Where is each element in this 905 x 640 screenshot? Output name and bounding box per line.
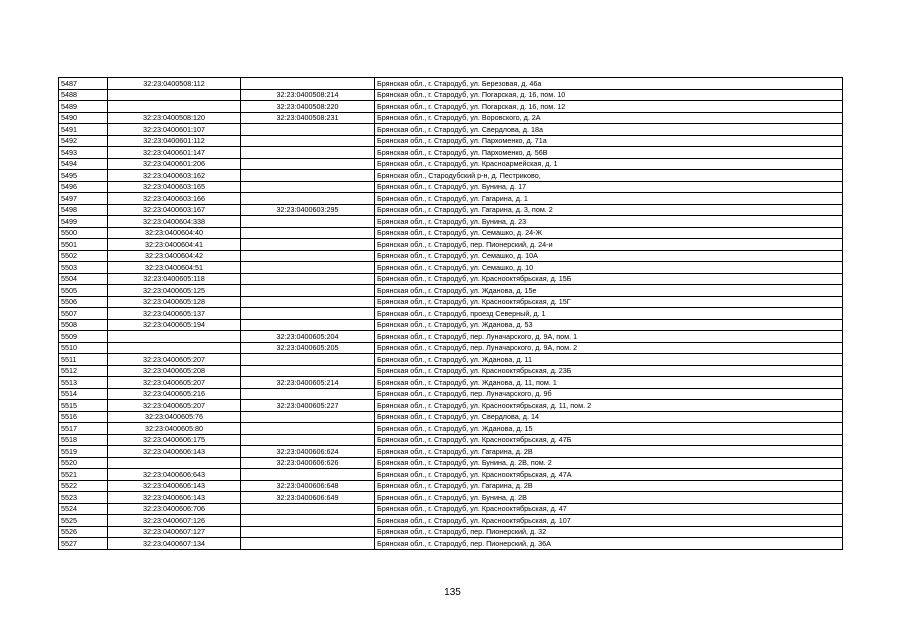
- premises-cadastral-number-cell: [241, 216, 375, 228]
- address-cell: Брянская обл., г. Стародуб, ул. Погарская, д. 16, пом. 10: [375, 89, 843, 101]
- address-cell: Брянская обл., г. Стародуб, ул. Свердлова, д. 18а: [375, 124, 843, 136]
- row-number-cell: 5508: [59, 319, 108, 331]
- table-row: [59, 365, 843, 377]
- premises-cadastral-number-cell: [241, 285, 375, 297]
- address-cell: Брянская обл., г. Стародуб, ул. Семашко, д. 10А: [375, 250, 843, 262]
- row-number-cell: 5509: [59, 331, 108, 343]
- cadastral-number-cell: 32:23:0400605:137: [108, 308, 241, 320]
- row-number-cell: 5521: [59, 469, 108, 481]
- table-row: [59, 308, 843, 320]
- table-row: [59, 135, 843, 147]
- premises-cadastral-number-cell: [241, 388, 375, 400]
- row-number-cell: 5516: [59, 411, 108, 423]
- table-row: [59, 492, 843, 504]
- cadastral-number-cell: 32:23:0400604:40: [108, 227, 241, 239]
- cadastral-number-cell: 32:23:0400605:118: [108, 273, 241, 285]
- address-cell: Брянская обл., г. Стародуб, ул. Бунина, д. 2В, пом. 2: [375, 457, 843, 469]
- row-number-cell: 5518: [59, 434, 108, 446]
- cadastral-number-cell: 32:23:0400605:207: [108, 400, 241, 412]
- row-number-cell: 5526: [59, 526, 108, 538]
- address-cell: Брянская обл., г. Стародуб, ул. Пархоменко, д. 56В: [375, 147, 843, 159]
- premises-cadastral-number-cell: 32:23:0400605:204: [241, 331, 375, 343]
- address-cell: Брянская обл., г. Стародуб, ул. Краснооктябрьская, д. 47А: [375, 469, 843, 481]
- table-row: [59, 377, 843, 389]
- table-row: [59, 112, 843, 124]
- premises-cadastral-number-cell: [241, 434, 375, 446]
- address-cell: Брянская обл., г. Стародуб, ул. Семашко, д. 24-Ж: [375, 227, 843, 239]
- table-row: [59, 204, 843, 216]
- cadastral-number-cell: 32:23:0400607:126: [108, 515, 241, 527]
- table-row: [59, 538, 843, 550]
- cadastral-number-cell: 32:23:0400607:127: [108, 526, 241, 538]
- address-cell: Брянская обл., г. Стародуб, ул. Жданова, д. 15е: [375, 285, 843, 297]
- address-cell: Брянская обл., г. Стародуб, ул. Гагарина, д. 3, пом. 2: [375, 204, 843, 216]
- address-cell: Брянская обл., г. Стародуб, ул. Краснооктябрьская, д. 23Б: [375, 365, 843, 377]
- table-row: [59, 227, 843, 239]
- table-row: [59, 250, 843, 262]
- row-number-cell: 5491: [59, 124, 108, 136]
- table-row: [59, 434, 843, 446]
- cadastral-number-cell: 32:23:0400604:338: [108, 216, 241, 228]
- address-cell: Брянская обл., Стародубский р-н, д. Пестриково,: [375, 170, 843, 182]
- table-row: [59, 342, 843, 354]
- address-cell: Брянская обл., г. Стародуб, ул. Гагарина, д. 2В: [375, 480, 843, 492]
- table-row: [59, 526, 843, 538]
- row-number-cell: 5519: [59, 446, 108, 458]
- cadastral-number-cell: 32:23:0400607:134: [108, 538, 241, 550]
- premises-cadastral-number-cell: [241, 538, 375, 550]
- address-cell: Брянская обл., г. Стародуб, пер. Пионерский, д. 36А: [375, 538, 843, 550]
- premises-cadastral-number-cell: 32:23:0400508:231: [241, 112, 375, 124]
- premises-cadastral-number-cell: [241, 469, 375, 481]
- table-row: [59, 147, 843, 159]
- table-row: [59, 515, 843, 527]
- address-cell: Брянская обл., г. Стародуб, пер. Пионерский, д. 24-и: [375, 239, 843, 251]
- table-row: [59, 262, 843, 274]
- row-number-cell: 5489: [59, 101, 108, 113]
- premises-cadastral-number-cell: [241, 526, 375, 538]
- row-number-cell: 5502: [59, 250, 108, 262]
- table-row: [59, 181, 843, 193]
- address-cell: Брянская обл., г. Стародуб, ул. Гагарина, д. 2В: [375, 446, 843, 458]
- cadastral-number-cell: [108, 342, 241, 354]
- row-number-cell: 5524: [59, 503, 108, 515]
- address-cell: Брянская обл., г. Стародуб, пер. Луначарского, д. 9А, пом. 2: [375, 342, 843, 354]
- row-number-cell: 5497: [59, 193, 108, 205]
- premises-cadastral-number-cell: 32:23:0400606:648: [241, 480, 375, 492]
- address-cell: Брянская обл., г. Стародуб, ул. Пархоменко, д. 71а: [375, 135, 843, 147]
- row-number-cell: 5501: [59, 239, 108, 251]
- address-cell: Брянская обл., г. Стародуб, ул. Жданова, д. 15: [375, 423, 843, 435]
- cadastral-number-cell: 32:23:0400604:51: [108, 262, 241, 274]
- row-number-cell: 5525: [59, 515, 108, 527]
- premises-cadastral-number-cell: 32:23:0400606:649: [241, 492, 375, 504]
- cadastral-number-cell: 32:23:0400601:147: [108, 147, 241, 159]
- premises-cadastral-number-cell: [241, 239, 375, 251]
- premises-cadastral-number-cell: [241, 503, 375, 515]
- address-cell: Брянская обл., г. Стародуб, ул. Воровского, д. 2А: [375, 112, 843, 124]
- table-row: [59, 239, 843, 251]
- cadastral-number-cell: 32:23:0400606:143: [108, 446, 241, 458]
- cadastral-number-cell: 32:23:0400606:643: [108, 469, 241, 481]
- cadastral-number-cell: 32:23:0400605:76: [108, 411, 241, 423]
- premises-cadastral-number-cell: 32:23:0400606:624: [241, 446, 375, 458]
- row-number-cell: 5513: [59, 377, 108, 389]
- premises-cadastral-number-cell: 32:23:0400508:220: [241, 101, 375, 113]
- table-row: [59, 296, 843, 308]
- address-cell: Брянская обл., г. Стародуб, ул. Гагарина, д. 1: [375, 193, 843, 205]
- table-row: [59, 331, 843, 343]
- address-cell: Брянская обл., г. Стародуб, пер. Пионерский, д. 32: [375, 526, 843, 538]
- premises-cadastral-number-cell: 32:23:0400606:626: [241, 457, 375, 469]
- row-number-cell: 5523: [59, 492, 108, 504]
- premises-cadastral-number-cell: [241, 135, 375, 147]
- premises-cadastral-number-cell: [241, 354, 375, 366]
- cadastral-number-cell: 32:23:0400601:112: [108, 135, 241, 147]
- address-cell: Брянская обл., г. Стародуб, ул. Березовая, д. 46а: [375, 78, 843, 90]
- row-number-cell: 5505: [59, 285, 108, 297]
- premises-cadastral-number-cell: [241, 365, 375, 377]
- address-cell: Брянская обл., г. Стародуб, ул. Свердлова, д. 14: [375, 411, 843, 423]
- premises-cadastral-number-cell: 32:23:0400508:214: [241, 89, 375, 101]
- row-number-cell: 5520: [59, 457, 108, 469]
- row-number-cell: 5493: [59, 147, 108, 159]
- row-number-cell: 5488: [59, 89, 108, 101]
- cadastral-number-cell: 32:23:0400603:162: [108, 170, 241, 182]
- premises-cadastral-number-cell: 32:23:0400605:214: [241, 377, 375, 389]
- registry-table: [58, 77, 843, 550]
- cadastral-number-cell: 32:23:0400604:41: [108, 239, 241, 251]
- premises-cadastral-number-cell: [241, 423, 375, 435]
- address-cell: Брянская обл., г. Стародуб, ул. Погарская, д. 16, пом. 12: [375, 101, 843, 113]
- page-number: 135: [444, 587, 461, 598]
- cadastral-number-cell: 32:23:0400508:112: [108, 78, 241, 90]
- row-number-cell: 5500: [59, 227, 108, 239]
- premises-cadastral-number-cell: [241, 78, 375, 90]
- row-number-cell: 5492: [59, 135, 108, 147]
- address-cell: Брянская обл., г. Стародуб, ул. Краснооктябрьская, д. 47: [375, 503, 843, 515]
- premises-cadastral-number-cell: [241, 515, 375, 527]
- address-cell: Брянская обл., г. Стародуб, ул. Жданова, д. 11, пом. 1: [375, 377, 843, 389]
- cadastral-number-cell: 32:23:0400605:80: [108, 423, 241, 435]
- premises-cadastral-number-cell: [241, 273, 375, 285]
- table-row: [59, 78, 843, 90]
- cadastral-number-cell: 32:23:0400606:706: [108, 503, 241, 515]
- table-row: [59, 354, 843, 366]
- cadastral-number-cell: 32:23:0400508:120: [108, 112, 241, 124]
- premises-cadastral-number-cell: [241, 147, 375, 159]
- table-row: [59, 170, 843, 182]
- row-number-cell: 5512: [59, 365, 108, 377]
- address-cell: Брянская обл., г. Стародуб, ул. Бунина, д. 2В: [375, 492, 843, 504]
- address-cell: Брянская обл., г. Стародуб, ул. Жданова, д. 11: [375, 354, 843, 366]
- row-number-cell: 5527: [59, 538, 108, 550]
- premises-cadastral-number-cell: [241, 296, 375, 308]
- cadastral-number-cell: 32:23:0400606:143: [108, 492, 241, 504]
- row-number-cell: 5499: [59, 216, 108, 228]
- registry-table-body: [59, 78, 843, 550]
- table-row: [59, 423, 843, 435]
- row-number-cell: 5510: [59, 342, 108, 354]
- address-cell: Брянская обл., г. Стародуб, ул. Краснооктябрьская, д. 15Г: [375, 296, 843, 308]
- premises-cadastral-number-cell: [241, 262, 375, 274]
- premises-cadastral-number-cell: [241, 181, 375, 193]
- address-cell: Брянская обл., г. Стародуб, ул. Краснооктябрьская, д. 47Б: [375, 434, 843, 446]
- table-row: [59, 216, 843, 228]
- cadastral-number-cell: [108, 89, 241, 101]
- table-row: [59, 469, 843, 481]
- row-number-cell: 5498: [59, 204, 108, 216]
- table-row: [59, 158, 843, 170]
- cadastral-number-cell: 32:23:0400605:207: [108, 354, 241, 366]
- cadastral-number-cell: 32:23:0400605:128: [108, 296, 241, 308]
- cadastral-number-cell: 32:23:0400603:165: [108, 181, 241, 193]
- address-cell: Брянская обл., г. Стародуб, пер. Луначарского, д. 9б: [375, 388, 843, 400]
- cadastral-number-cell: 32:23:0400605:208: [108, 365, 241, 377]
- cadastral-number-cell: 32:23:0400601:107: [108, 124, 241, 136]
- cadastral-number-cell: [108, 457, 241, 469]
- row-number-cell: 5495: [59, 170, 108, 182]
- table-row: [59, 273, 843, 285]
- address-cell: Брянская обл., г. Стародуб, ул. Красноармейская, д. 1: [375, 158, 843, 170]
- table-row: [59, 124, 843, 136]
- table-row: [59, 411, 843, 423]
- cadastral-number-cell: [108, 101, 241, 113]
- premises-cadastral-number-cell: [241, 411, 375, 423]
- table-row: [59, 457, 843, 469]
- premises-cadastral-number-cell: [241, 250, 375, 262]
- table-row: [59, 480, 843, 492]
- address-cell: Брянская обл., г. Стародуб, проезд Северный, д. 1: [375, 308, 843, 320]
- row-number-cell: 5522: [59, 480, 108, 492]
- premises-cadastral-number-cell: 32:23:0400603:295: [241, 204, 375, 216]
- cadastral-number-cell: 32:23:0400606:175: [108, 434, 241, 446]
- row-number-cell: 5506: [59, 296, 108, 308]
- table-row: [59, 101, 843, 113]
- cadastral-number-cell: 32:23:0400605:125: [108, 285, 241, 297]
- row-number-cell: 5507: [59, 308, 108, 320]
- address-cell: Брянская обл., г. Стародуб, ул. Жданова, д. 53: [375, 319, 843, 331]
- row-number-cell: 5504: [59, 273, 108, 285]
- premises-cadastral-number-cell: 32:23:0400605:227: [241, 400, 375, 412]
- cadastral-number-cell: 32:23:0400605:207: [108, 377, 241, 389]
- table-row: [59, 89, 843, 101]
- row-number-cell: 5494: [59, 158, 108, 170]
- table-row: [59, 400, 843, 412]
- premises-cadastral-number-cell: [241, 193, 375, 205]
- row-number-cell: 5514: [59, 388, 108, 400]
- table-row: [59, 319, 843, 331]
- premises-cadastral-number-cell: [241, 308, 375, 320]
- row-number-cell: 5487: [59, 78, 108, 90]
- address-cell: Брянская обл., г. Стародуб, ул. Краснооктябрьская, д. 11, пом. 2: [375, 400, 843, 412]
- address-cell: Брянская обл., г. Стародуб, ул. Семашко, д. 10: [375, 262, 843, 274]
- table-row: [59, 503, 843, 515]
- premises-cadastral-number-cell: [241, 319, 375, 331]
- table-row: [59, 446, 843, 458]
- cadastral-number-cell: 32:23:0400604:42: [108, 250, 241, 262]
- row-number-cell: 5515: [59, 400, 108, 412]
- address-cell: Брянская обл., г. Стародуб, ул. Краснооктябрьская, д. 107: [375, 515, 843, 527]
- address-cell: Брянская обл., г. Стародуб, ул. Бунина, д. 23: [375, 216, 843, 228]
- premises-cadastral-number-cell: [241, 158, 375, 170]
- address-cell: Брянская обл., г. Стародуб, пер. Луначарского, д. 9А, пом. 1: [375, 331, 843, 343]
- cadastral-number-cell: 32:23:0400605:216: [108, 388, 241, 400]
- table-row: [59, 388, 843, 400]
- cadastral-number-cell: 32:23:0400606:143: [108, 480, 241, 492]
- address-cell: Брянская обл., г. Стародуб, ул. Бунина, д. 17: [375, 181, 843, 193]
- cadastral-number-cell: 32:23:0400601:206: [108, 158, 241, 170]
- cadastral-number-cell: 32:23:0400603:167: [108, 204, 241, 216]
- table-row: [59, 193, 843, 205]
- address-cell: Брянская обл., г. Стародуб, ул. Краснооктябрьская, д. 15Б: [375, 273, 843, 285]
- cadastral-number-cell: 32:23:0400605:194: [108, 319, 241, 331]
- premises-cadastral-number-cell: [241, 170, 375, 182]
- row-number-cell: 5490: [59, 112, 108, 124]
- cadastral-number-cell: 32:23:0400603:166: [108, 193, 241, 205]
- premises-cadastral-number-cell: [241, 227, 375, 239]
- row-number-cell: 5503: [59, 262, 108, 274]
- premises-cadastral-number-cell: 32:23:0400605:205: [241, 342, 375, 354]
- table-row: [59, 285, 843, 297]
- row-number-cell: 5511: [59, 354, 108, 366]
- premises-cadastral-number-cell: [241, 124, 375, 136]
- cadastral-number-cell: [108, 331, 241, 343]
- row-number-cell: 5496: [59, 181, 108, 193]
- row-number-cell: 5517: [59, 423, 108, 435]
